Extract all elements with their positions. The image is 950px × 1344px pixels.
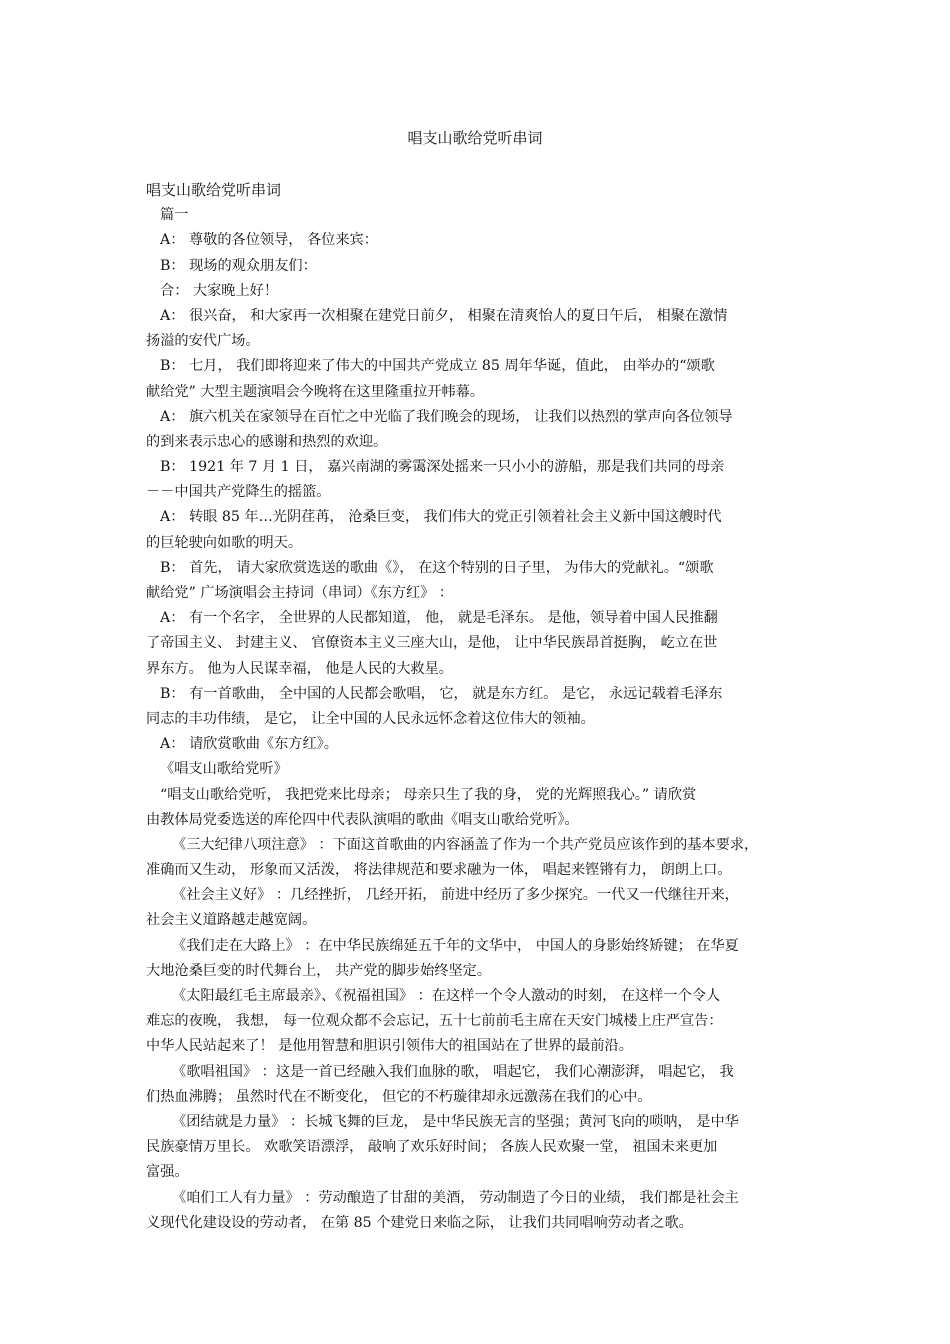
text-line: 献给党” 大型主题演唱会今晚将在这里隆重拉开帏幕。: [146, 383, 485, 400]
text-line: 《唱支山歌给党听》: [160, 761, 288, 778]
text-line: 社会主义道路越走越宽阔。: [146, 912, 317, 929]
text-line: 民族豪情万里长。 欢歌笑语漂浮， 敲响了欢乐好时间； 各族人民欢聚一堂， 祖国未来更加: [146, 1139, 718, 1156]
text-line: 《三大纪律八项注意》 ：下面这首歌曲的内容涵盖了作为一个共产党员应该作到的基本要求，: [172, 836, 759, 853]
text-line: A： 转眼 85 年…光阴荏苒， 沧桑巨变， 我们伟大的党正引领着社会主义新中国这艘时代: [160, 509, 722, 526]
text-line: 了帝国主义、 封建主义、 官僚资本主义三座大山，是他， 让中华民族昂首挺胸， 屹立在世: [146, 635, 718, 652]
text-line: －－中国共产党降生的摇篮。: [146, 484, 331, 501]
text-line: 《咱们工人有力量》 ：劳动酿造了甘甜的美酒， 劳动制造了今日的业绩， 我们都是社会主: [172, 1189, 739, 1206]
text-line: 难忘的夜晚， 我想， 每一位观众都不会忘记，五十七前前毛主席在天安门城楼上庄严宣告：: [146, 1013, 723, 1030]
text-line: 《歌唱祖国》 ：这是一首已经融入我们血脉的歌， 唱起它， 我们心潮澎湃， 唱起它， 我: [172, 1063, 734, 1080]
text-line: 的到来表示忠心的感谢和热烈的欢迎。: [146, 433, 388, 450]
text-line: 界东方。 他为人民谋幸福， 他是人民的大救星。: [146, 660, 453, 677]
section-heading: 唱支山歌给党听串词: [146, 181, 282, 199]
text-line: 大地沧桑巨变的时代舞台上， 共产党的脚步始终坚定。: [146, 962, 492, 979]
text-line: B： 有一首歌曲， 全中国的人民都会歌唱， 它， 就是东方红。 是它， 永远记载着毛泽东: [160, 685, 723, 702]
text-line: B： 首先， 请大家欣赏选送的歌曲《》， 在这个特别的日子里， 为伟大的党献礼。“颂歌: [160, 559, 714, 576]
text-line: 扬溢的安代广场。: [146, 333, 260, 350]
text-line: A： 有一个名字， 全世界的人民都知道， 他， 就是毛泽东。 是他，领导着中国人民推翻: [160, 610, 718, 627]
text-line: 的巨轮驶向如歌的明天。: [146, 534, 303, 551]
text-line: 富强。: [146, 1164, 189, 1181]
text-line: 由教体局党委选送的库伦四中代表队演唱的歌曲《唱支山歌给党听》。: [146, 811, 579, 828]
document-body: [146, 178, 816, 1236]
text-line: 中华人民站起来了！ 是他用智慧和胆识引领伟大的祖国站在了世界的最前沿。: [146, 1038, 633, 1055]
text-line: B： 1921 年 7 月 1 日， 嘉兴南湖的雾霭深处摇来一只小小的游船，那是我们共同的母亲: [160, 459, 725, 476]
text-line: 同志的丰功伟绩， 是它， 让全中国的人民永远怀念着这位伟大的领袖。: [146, 710, 595, 727]
text-line: A： 很兴奋， 和大家再一次相聚在建党日前夕， 相聚在清爽怡人的夏日午后， 相聚在激情: [160, 307, 728, 324]
text-line: B： 现场的观众朋友们：: [160, 257, 317, 274]
text-line: 篇一: [160, 207, 189, 224]
text-line: 献给党” 广场演唱会主持词（串词）《东方红》 ：: [146, 585, 454, 601]
text-line: “唱支山歌给党听， 我把党来比母亲； 母亲只生了我的身， 党的光辉照我心。” 请欣赏: [160, 786, 697, 803]
text-line: A： 旗六机关在家领导在百忙之中光临了我们晚会的现场， 让我们以热烈的掌声向各位领导: [160, 408, 733, 425]
text-line: 们热血沸腾； 虽然时代在不断变化， 但它的不朽璇律却永远激荡在我们的心中。: [146, 1088, 652, 1105]
text-line: 《团结就是力量》 ：长城飞舞的巨龙， 是中华民族无言的坚强；黄河飞向的唢呐， 是中华: [172, 1113, 739, 1130]
text-line: 《我们走在大路上》 ：在中华民族绵延五千年的文华中， 中国人的身影始终矫键； 在华夏: [172, 937, 739, 954]
text-line: 《太阳最红毛主席最亲》、《祝福祖国》 ：在这样一个令人激动的时刻， 在这样一个令人: [172, 988, 721, 1004]
text-line: 合： 大家晚上好！: [160, 282, 279, 299]
text-line: A： 尊敬的各位领导， 各位来宾：: [160, 232, 378, 249]
text-line: 《社会主义好》 ：几经挫折， 几经开拓， 前进中经历了多少探究。一代又一代继往开来，: [172, 887, 739, 904]
document-title: 唱支山歌给党听串词: [407, 129, 543, 147]
text-line: 准确而又生动， 形象而又活泼， 将法律规范和要求融为一体， 唱起来铿锵有力， 朗朗上口。: [146, 862, 732, 879]
text-line: B： 七月， 我们即将迎来了伟大的中国共产党成立 85 周年华诞，值此， 由举办的“颂歌: [160, 358, 715, 375]
text-line: 义现代化建设设的劳动者， 在第 85 个建党日来临之际， 让我们共同唱响劳动者之歌。: [146, 1214, 693, 1231]
text-line: A： 请欣赏歌曲《东方红》。: [160, 736, 338, 753]
